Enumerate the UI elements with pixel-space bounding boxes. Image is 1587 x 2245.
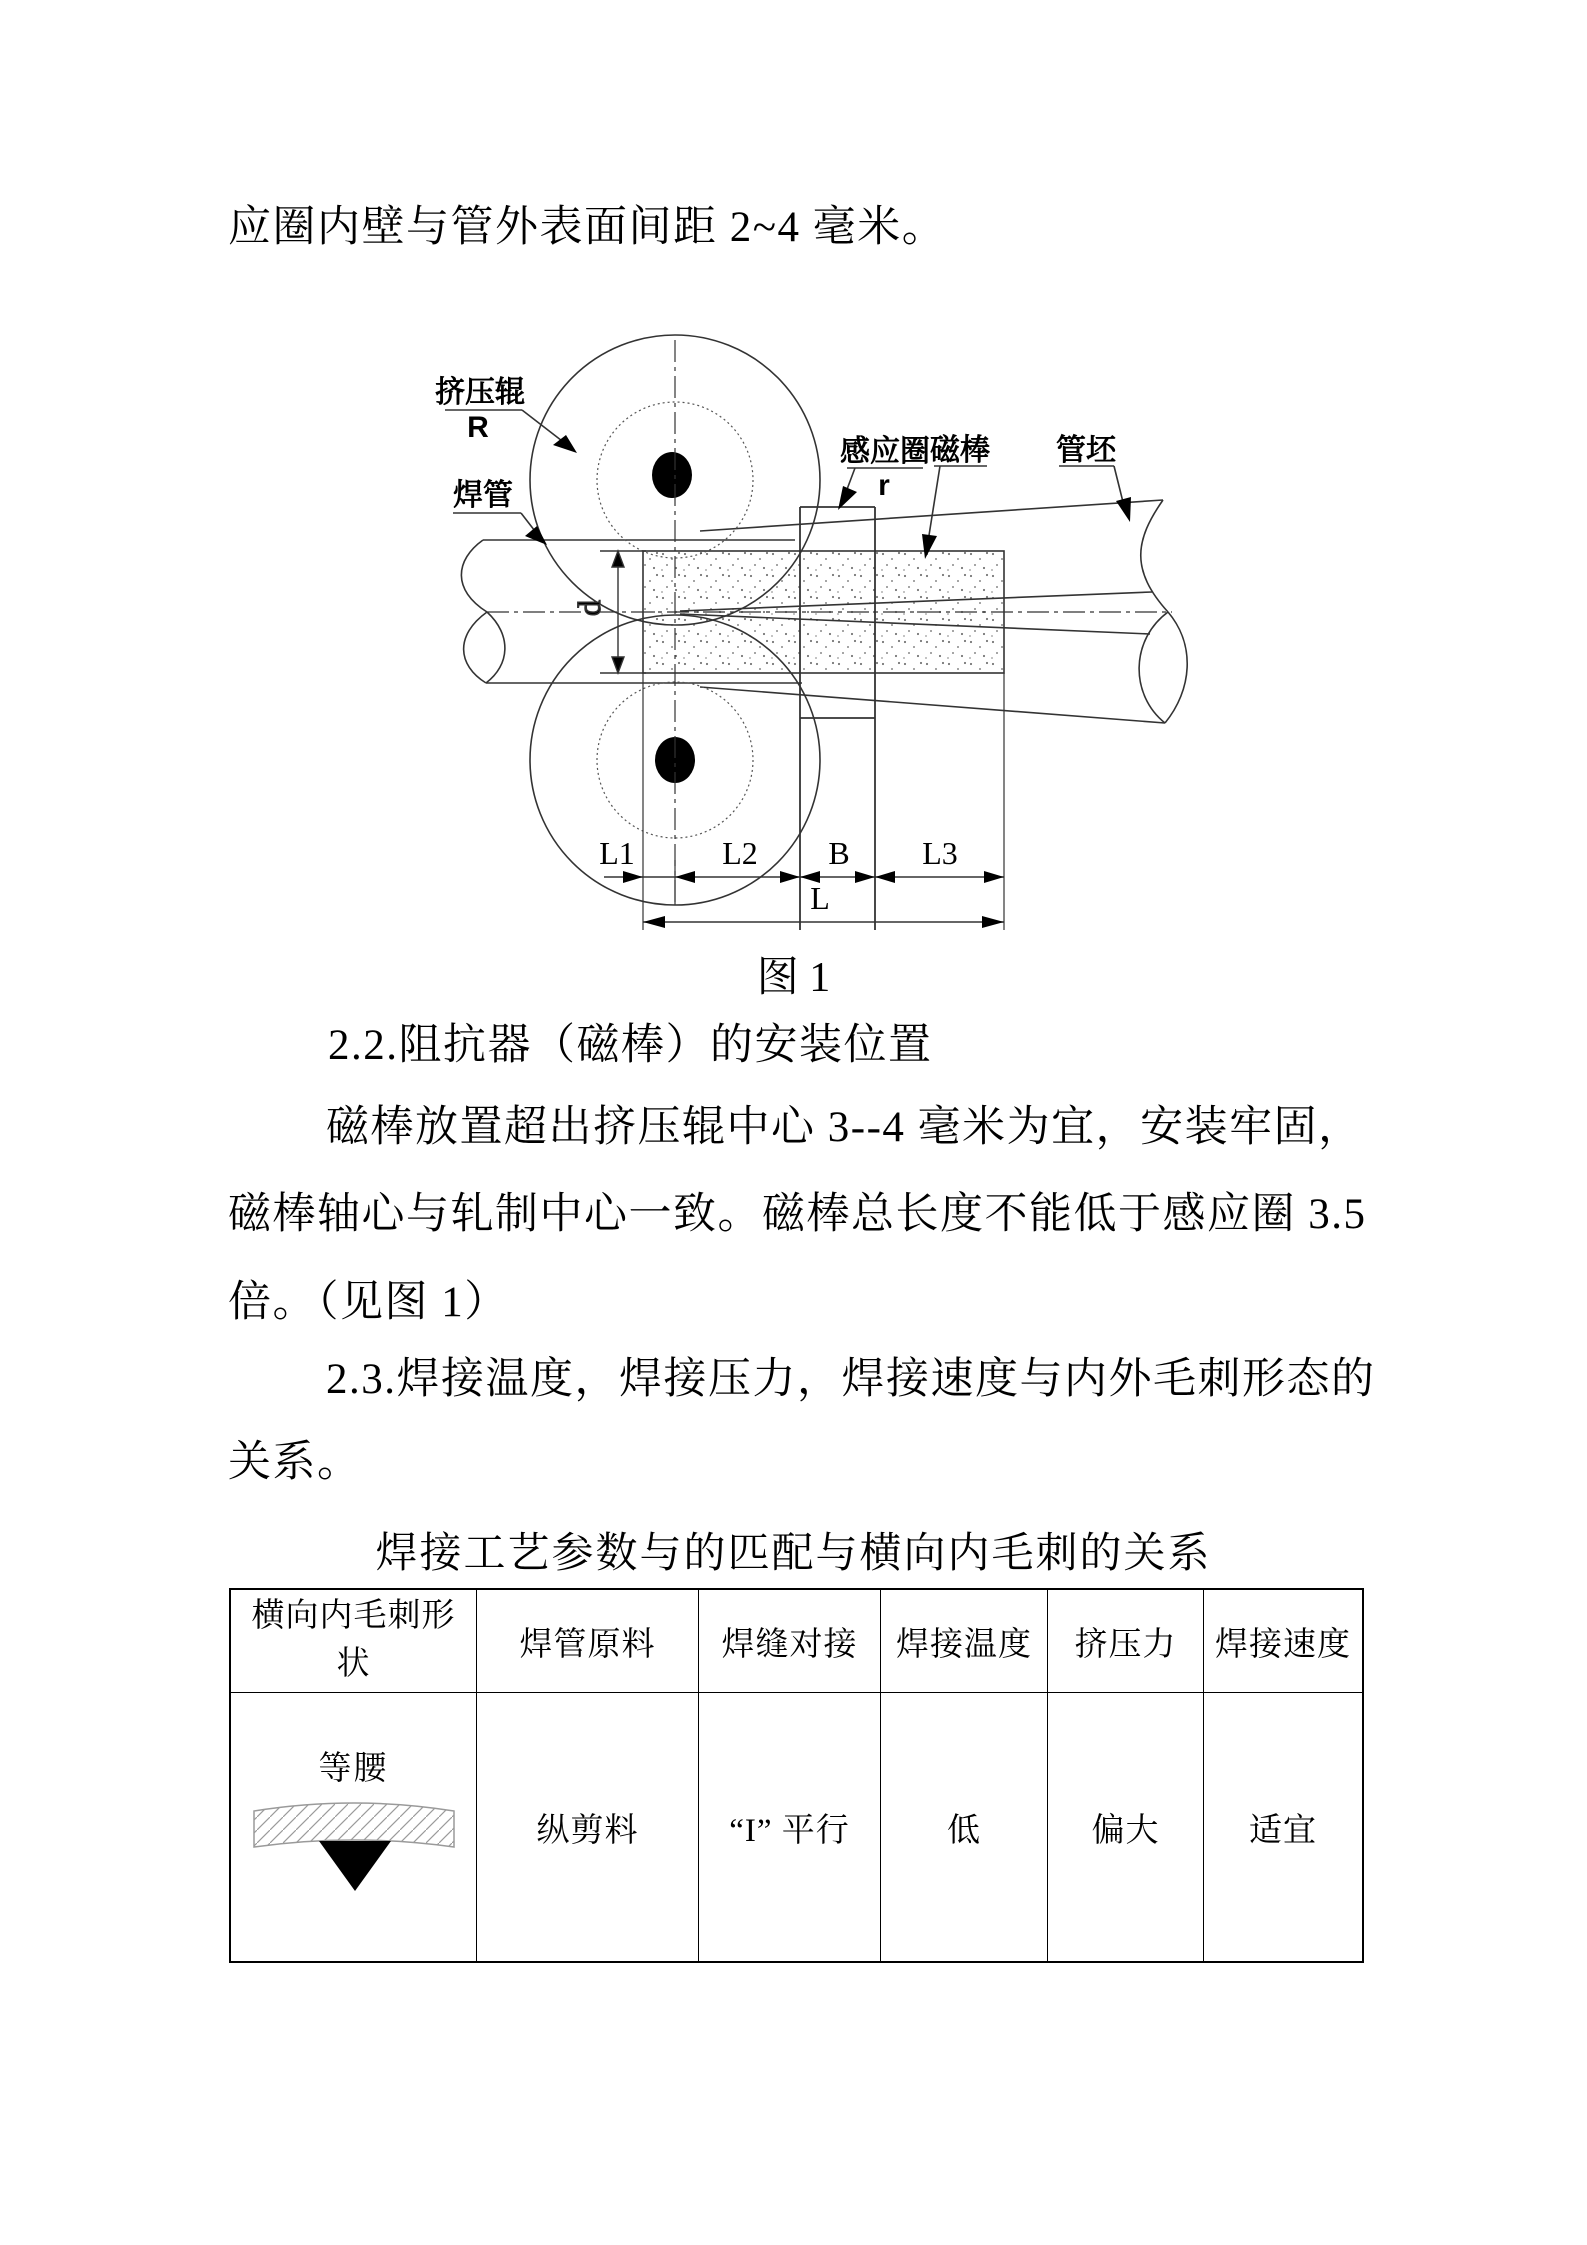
label-tube-blank xyxy=(1056,434,1131,522)
speed-cell: 适宜 xyxy=(1249,1812,1317,1849)
material-cell: 纵剪料 xyxy=(477,1693,699,1961)
dim-l1-label: L1 xyxy=(599,835,635,871)
intro-line: 应圈内壁与管外表面间距 2~4 毫米。 xyxy=(228,204,947,251)
dim-l2-label: L2 xyxy=(722,835,758,871)
temperature-cell: 低 xyxy=(881,1693,1048,1961)
pressure-cell: 偏大 xyxy=(1048,1693,1204,1961)
label-magnetic-rod xyxy=(922,434,990,559)
burr-shape-icon xyxy=(244,1791,464,1913)
burr-shape-cell xyxy=(231,1693,477,1961)
leader-arrow-icon xyxy=(1116,497,1131,522)
svg-text:感应圈: 感应圈 xyxy=(840,435,930,468)
dim-d-label: d xyxy=(571,600,607,616)
col-header-temperature: 焊接温度 xyxy=(881,1590,1048,1693)
paragraph-line-3: 倍。（见图 1） xyxy=(228,1279,509,1326)
welding-parameters-table xyxy=(229,1588,1364,1963)
col-header-seam-butt: 焊缝对接 xyxy=(699,1590,881,1693)
paragraph-line-1: 磁棒放置超出挤压辊中心 3--4 毫米为宜，安装牢固， xyxy=(326,1104,1363,1151)
col-header-pressure: 挤压力 xyxy=(1048,1590,1204,1693)
svg-text:r: r xyxy=(878,469,890,502)
leader-arrow-icon xyxy=(525,526,547,545)
section-2-3-heading-cont: 关系。 xyxy=(228,1439,362,1486)
svg-text:挤压辊: 挤压辊 xyxy=(435,376,525,409)
figure-caption: 图 1 xyxy=(756,955,831,1001)
section-2-3-heading: 2.3.焊接温度，焊接压力，焊接速度与内外毛刺形态的 xyxy=(326,1356,1376,1403)
svg-text:管坯: 管坯 xyxy=(1056,434,1116,467)
dim-l3-label: L3 xyxy=(922,835,958,871)
dim-l-label: L xyxy=(810,880,830,916)
section-2-2-heading: 2.2.阻抗器（磁棒）的安装位置 xyxy=(328,1022,933,1069)
label-squeeze-roller xyxy=(435,376,577,453)
dimension-row-1 xyxy=(599,835,1004,883)
burr-shape-label: 等腰 xyxy=(318,1750,389,1787)
col-header-speed: 焊接速度 xyxy=(1204,1590,1362,1693)
svg-text:R: R xyxy=(467,411,489,444)
svg-text:焊管: 焊管 xyxy=(453,479,513,512)
welding-diagram xyxy=(280,330,1200,950)
col-header-material: 焊管原料 xyxy=(477,1590,699,1693)
paragraph-line-2: 磁棒轴心与轧制中心一致。磁棒总长度不能低于感应圈 3.5 xyxy=(228,1191,1367,1238)
label-induction-coil xyxy=(838,435,930,510)
svg-text:磁棒: 磁棒 xyxy=(930,434,990,467)
table-title: 焊接工艺参数与的匹配与横向内毛刺的关系 xyxy=(375,1531,1212,1577)
dim-b-label: B xyxy=(828,835,850,871)
col-header-burr-shape: 横向内毛刺形状 xyxy=(231,1590,477,1693)
seam-butt-cell: “I” 平行 xyxy=(699,1693,881,1961)
